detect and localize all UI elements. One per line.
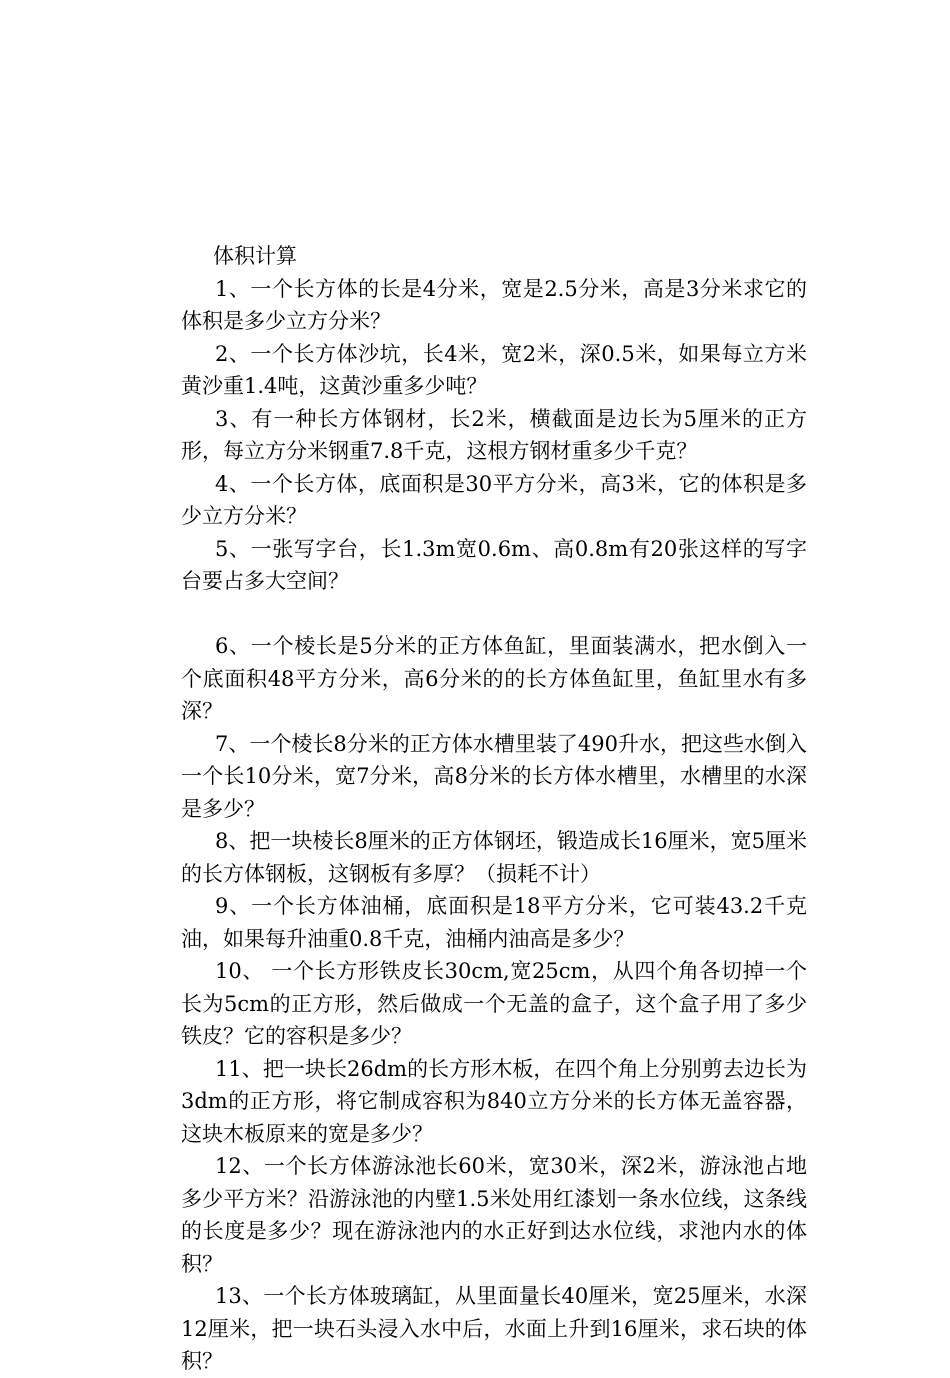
problem-list-part2 bbox=[181, 630, 807, 1378]
worksheet-page bbox=[181, 240, 807, 1378]
problem-12: 12、一个长方体游泳池长60米，宽30米，深2米，游泳池占地多少平方米？沿游泳池的内壁1.5米处用红漆划一条水位线，这条线的长度是多少？现在游泳池内的水正好到达水位线，求池内水的体积？ bbox=[181, 1154, 807, 1276]
problem-2: 2、一个长方体沙坑，长4米，宽2米，深0.5米，如果每立方米黄沙重1.4吨，这黄沙重多少吨？ bbox=[181, 341, 807, 398]
problem-5: 5、一张写字台，长1.3m宽0.6m、高0.8m有20张这样的写字台要占多大空间？ bbox=[181, 536, 807, 593]
problem-1: 1、一个长方体的长是4分米，宽是2.5分米，高是3分米求它的体积是多少立方分米？ bbox=[181, 276, 807, 333]
section-spacer bbox=[181, 598, 807, 631]
problem-9: 9、一个长方体油桶，底面积是18平方分米，它可装43.2千克油，如果每升油重0.8千克，油桶内油高是多少？ bbox=[181, 894, 807, 951]
problem-list-part1 bbox=[181, 273, 807, 598]
problem-11: 11、把一块长26dm的长方形木板，在四个角上分别剪去边长为3dm的正方形，将它制成容积为840立方分米的长方体无盖容器，这块木板原来的宽是多少？ bbox=[181, 1056, 807, 1146]
problem-3: 3、有一种长方体钢材，长2米，横截面是边长为5厘米的正方形，每立方分米钢重7.8千克，这根方钢材重多少千克？ bbox=[181, 406, 807, 463]
problem-6: 6、一个棱长是5分米的正方体鱼缸，里面装满水，把水倒入一个底面积48平方分米，高6分米的的长方体鱼缸里，鱼缸里水有多深？ bbox=[181, 634, 807, 723]
page-title: 体积计算 bbox=[213, 244, 297, 268]
problem-8: 8、把一块棱长8厘米的正方体钢坯，锻造成长16厘米，宽5厘米的长方体钢板，这钢板有多厚？（损耗不计） bbox=[181, 829, 807, 886]
problem-10: 10、 一个长方形铁皮长30cm,宽25cm，从四个角各切掉一个长为5cm的正方形，然后做成一个无盖的盒子，这个盒子用了多少铁皮？它的容积是多少？ bbox=[181, 959, 807, 1048]
problem-7: 7、一个棱长8分米的正方体水槽里装了490升水，把这些水倒入一个长10分米，宽7分米，高8分米的长方体水槽里，水槽里的水深是多少？ bbox=[181, 731, 807, 821]
problem-4: 4、一个长方体，底面积是30平方分米，高3米，它的体积是多少立方分米？ bbox=[181, 471, 807, 528]
problem-13: 13、一个长方体玻璃缸，从里面量长40厘米，宽25厘米，水深12厘米，把一块石头浸入水中后，水面上升到16厘米，求石块的体积？ bbox=[181, 1284, 807, 1373]
